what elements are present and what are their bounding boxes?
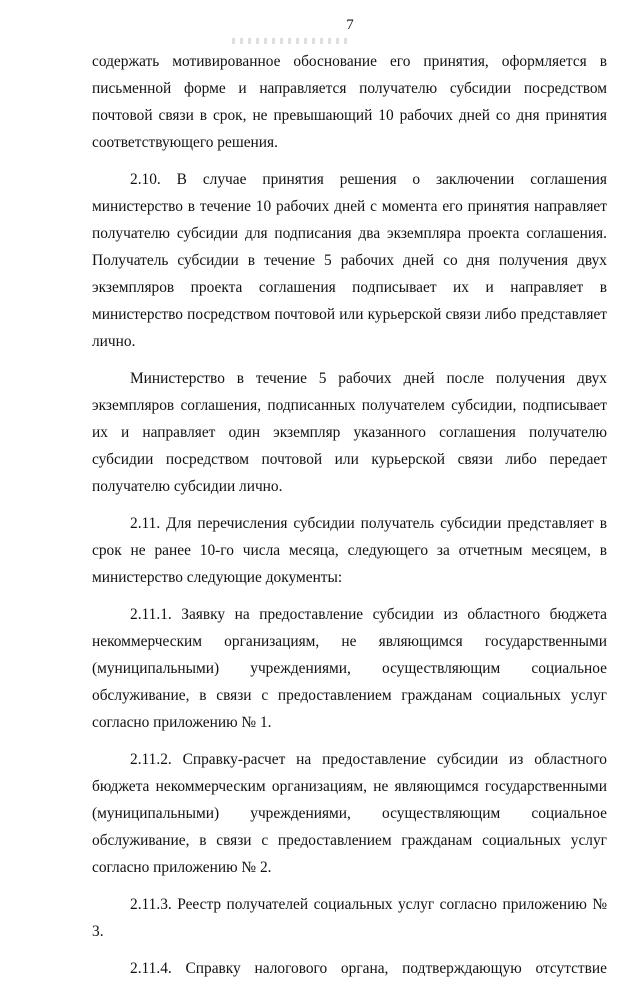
paragraph-2-10: 2.10. В случае принятия решения о заключении соглашения министерство в течение 10 рабочих дней с момента его принятия направляет получателю субсидии для подписания два экземпляра проекта соглашения. Получатель субсидии в течение 5 рабочих дней со дня получения двух экземпляров проекта соглашения подписывает их и направляет в министерство посредством почтовой или курьерской связи либо представляет лично. — [92, 171, 607, 350]
paragraph-2-11-3: 2.11.3. Реестр получателей социальных услуг согласно приложению № 3. — [92, 896, 607, 940]
document-body — [92, 48, 607, 982]
paragraph-2-11: 2.11. Для перечисления субсидии получатель субсидии представляет в срок не ранее 10-го числа месяца, следующего за отчетным месяцем, в министерство следующие документы: — [92, 515, 607, 586]
paragraph-continuation: содержать мотивированное обоснование его принятия, оформляется в письменной форме и направляется получателю субсидии посредством почтовой связи в срок, не превышающий 10 рабочих дней со дня принятия соответствующего решения. — [92, 53, 607, 151]
paragraph-2-11-4: 2.11.4. Справку налогового органа, подтверждающую отсутствие — [130, 960, 607, 977]
paragraph-2-11-1: 2.11.1. Заявку на предоставление субсидии из областного бюджета некоммерческим организациям, не являющимся государственными (муниципальными) учреждениями, осуществляющим социальное обслуживание, в связи с предоставлением гражданам социальных услуг согласно приложению № 1. — [92, 606, 607, 731]
paragraph-2-11-2: 2.11.2. Справку-расчет на предоставление субсидии из областного бюджета некоммерческим организациям, не являющимся государственными (муниципальными) учреждениями, осуществляющим социальное обслуживание, в связи с предоставлением гражданам социальных услуг согласно приложению № 2. — [92, 751, 607, 876]
paragraph-ministry-signing: Министерство в течение 5 рабочих дней после получения двух экземпляров соглашения, подписанных получателем субсидии, подписывает их и направляет один экземпляр указанного соглашения получателю субсидии посредством почтовой или курьерской связи либо передает получателю субсидии лично. — [92, 370, 607, 495]
scan-smudge — [232, 38, 352, 44]
page-number: 7 — [346, 17, 354, 33]
